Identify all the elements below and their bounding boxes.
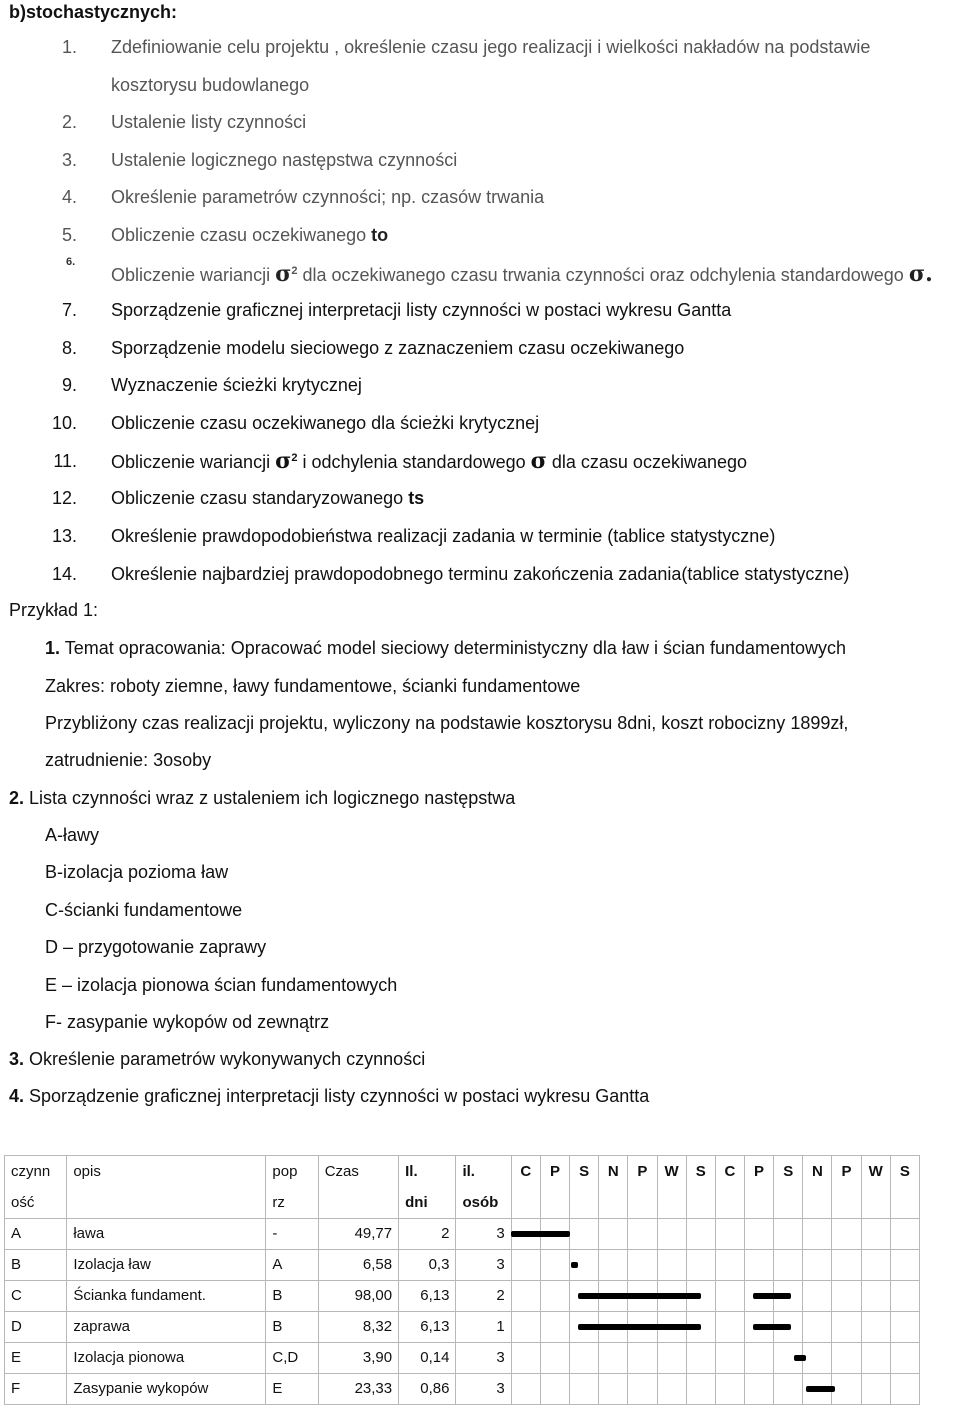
superscript: 2	[291, 452, 298, 464]
step-text	[111, 448, 747, 474]
day-cell	[628, 1250, 657, 1281]
paragraph-text: Lista czynności wraz z ustaleniem ich logicznego następstwa	[29, 788, 516, 808]
paragraph-number: 4.	[9, 1086, 25, 1106]
step-text-main: Obliczenie czasu standaryzowanego	[111, 488, 404, 508]
step-text-mid: i odchylenia standardowego	[302, 452, 526, 472]
day-cell	[599, 1219, 628, 1250]
table-cell-time: 49,77	[318, 1219, 398, 1250]
table-row	[5, 1219, 920, 1250]
table-cell-desc: Ścianka fundament.	[67, 1281, 266, 1312]
paragraph-number: 2.	[9, 788, 25, 808]
table-cell-id: E	[5, 1343, 67, 1374]
table-cell-people: 1	[456, 1312, 511, 1343]
table-cell-days: 6,13	[399, 1312, 456, 1343]
day-cell	[657, 1219, 686, 1250]
day-cell	[890, 1219, 919, 1250]
step-text-post: dla oczekiwanego czasu trwania czynności oraz odchylenia standardowego	[302, 265, 904, 285]
day-header: P	[744, 1156, 773, 1188]
activity-item: A-ławy	[45, 825, 100, 845]
day-cell	[803, 1312, 832, 1343]
day-cell	[744, 1219, 773, 1250]
day-cell	[657, 1187, 686, 1219]
table-cell-desc: ława	[67, 1219, 266, 1250]
paragraph-text: Określenie parametrów wykonywanych czynności	[29, 1049, 426, 1069]
step-number: 13.	[51, 526, 77, 546]
step-text: Określenie najbardziej prawdopodobnego terminu zakończenia zadania(tablice statystyczne)	[111, 564, 850, 584]
day-cell	[861, 1250, 890, 1281]
table-cell-id: C	[5, 1281, 67, 1312]
table-cell-desc: Izolacja pionowa	[67, 1343, 266, 1374]
day-cell	[540, 1343, 569, 1374]
superscript: 2	[291, 265, 298, 277]
step-number: 6.	[66, 256, 76, 268]
day-cell	[744, 1250, 773, 1281]
step-text	[111, 225, 388, 246]
table-row	[5, 1374, 920, 1405]
gantt-table	[4, 1155, 920, 1405]
day-cell	[890, 1374, 919, 1405]
day-cell	[540, 1187, 569, 1219]
activity-item: B-izolacja pozioma ław	[45, 862, 229, 882]
day-cell	[657, 1374, 686, 1405]
step-text: Zdefiniowanie celu projektu , określenie czasu jego realizacji i wielkości nakładów na podstawie	[111, 37, 871, 57]
column-header: opis	[67, 1156, 266, 1188]
paragraph-1	[45, 638, 846, 659]
step-number: 9.	[61, 375, 77, 395]
day-cell	[599, 1250, 628, 1281]
day-cell	[570, 1219, 599, 1250]
day-cell	[861, 1312, 890, 1343]
column-header: osób	[456, 1187, 511, 1219]
table-cell-id: D	[5, 1312, 67, 1343]
step-text: Obliczenie czasu oczekiwanego dla ścieżki krytycznej	[111, 413, 540, 433]
time-text: Przybliżony czas realizacji projektu, wyliczony na podstawie kosztorysu 8dni, koszt robocizny 1899zł,	[45, 713, 849, 733]
paragraph-number: 3.	[9, 1049, 25, 1069]
table-row	[5, 1250, 920, 1281]
gantt-bar	[753, 1293, 791, 1299]
day-cell	[511, 1281, 540, 1312]
column-header: pop	[266, 1156, 318, 1188]
table-cell-time: 98,00	[318, 1281, 398, 1312]
table-cell-desc: zaprawa	[67, 1312, 266, 1343]
step-text-main: Obliczenie czasu oczekiwanego	[111, 225, 367, 245]
table-cell-id: F	[5, 1374, 67, 1405]
column-header: Czas	[318, 1156, 398, 1188]
example-title: Przykład 1:	[9, 600, 99, 620]
day-cell	[890, 1281, 919, 1312]
table-cell-id: A	[5, 1219, 67, 1250]
table-cell-people: 3	[456, 1374, 511, 1405]
table-cell-days: 0,14	[399, 1343, 456, 1374]
gantt-bar	[578, 1324, 700, 1330]
section-title: b)stochastycznych:	[9, 2, 178, 22]
sigma-symbol: σ.	[908, 261, 933, 287]
table-cell-pred: E	[266, 1374, 318, 1405]
day-cell	[686, 1374, 715, 1405]
day-cell	[832, 1219, 861, 1250]
day-cell	[715, 1374, 744, 1405]
day-cell	[628, 1187, 657, 1219]
day-cell	[890, 1187, 919, 1219]
day-cell	[861, 1343, 890, 1374]
day-cell	[570, 1187, 599, 1219]
gantt-bar	[794, 1355, 806, 1361]
step-text: Sporządzenie graficznej interpretacji listy czynności w postaci wykresu Gantta	[111, 300, 732, 320]
column-header: rz	[266, 1187, 318, 1219]
table-cell-time: 23,33	[318, 1374, 398, 1405]
day-cell	[686, 1219, 715, 1250]
day-cell	[744, 1187, 773, 1219]
step-text-post: dla czasu oczekiwanego	[551, 452, 748, 472]
day-cell	[599, 1374, 628, 1405]
table-cell-pred: B	[266, 1312, 318, 1343]
day-cell	[715, 1281, 744, 1312]
day-cell	[628, 1374, 657, 1405]
sigma-symbol: σ	[530, 448, 547, 474]
day-cell	[890, 1250, 919, 1281]
step-number: 11.	[53, 451, 77, 471]
table-cell-time: 8,32	[318, 1312, 398, 1343]
step-number: 14.	[51, 564, 77, 584]
day-cell	[628, 1343, 657, 1374]
day-cell	[715, 1312, 744, 1343]
day-cell	[774, 1187, 803, 1219]
paragraph-4	[9, 1086, 649, 1107]
day-cell	[803, 1187, 832, 1219]
day-cell	[832, 1187, 861, 1219]
day-cell	[832, 1343, 861, 1374]
day-cell	[599, 1187, 628, 1219]
gantt-bar	[511, 1231, 569, 1237]
step-text	[111, 488, 424, 509]
step-text: Określenie prawdopodobieństwa realizacji zadania w terminie (tablice statystyczne)	[111, 526, 776, 546]
step-text: Określenie parametrów czynności; np. czasów trwania	[111, 187, 545, 207]
day-header: W	[657, 1156, 686, 1188]
activity-item: C-ścianki fundamentowe	[45, 900, 243, 920]
day-cell	[511, 1187, 540, 1219]
day-cell	[511, 1374, 540, 1405]
table-header-row	[5, 1156, 920, 1188]
day-cell	[803, 1343, 832, 1374]
day-cell	[715, 1187, 744, 1219]
ts-symbol: ts	[408, 488, 425, 508]
column-header: dni	[399, 1187, 456, 1219]
day-header: P	[832, 1156, 861, 1188]
day-cell	[540, 1374, 569, 1405]
day-cell	[570, 1343, 599, 1374]
step-text: Ustalenie listy czynności	[111, 112, 307, 132]
table-cell-people: 2	[456, 1281, 511, 1312]
day-header: S	[570, 1156, 599, 1188]
activity-item: D – przygotowanie zaprawy	[45, 937, 267, 957]
day-header: C	[715, 1156, 744, 1188]
column-header: Il.	[399, 1156, 456, 1188]
day-cell	[540, 1281, 569, 1312]
table-cell-desc: Izolacja ław	[67, 1250, 266, 1281]
column-header	[67, 1187, 266, 1219]
day-cell	[511, 1343, 540, 1374]
day-cell	[832, 1281, 861, 1312]
table-cell-days: 0,3	[399, 1250, 456, 1281]
day-header: N	[803, 1156, 832, 1188]
day-header: P	[628, 1156, 657, 1188]
day-cell	[803, 1281, 832, 1312]
table-cell-pred: C,D	[266, 1343, 318, 1374]
day-cell	[686, 1343, 715, 1374]
step-number: 7.	[61, 300, 77, 320]
day-cell	[890, 1343, 919, 1374]
gantt-bar	[806, 1386, 835, 1392]
step-text: Sporządzenie modelu sieciowego z zaznaczeniem czasu oczekiwanego	[111, 338, 685, 358]
day-cell	[774, 1250, 803, 1281]
day-cell	[715, 1250, 744, 1281]
day-header: W	[861, 1156, 890, 1188]
step-text	[111, 261, 933, 287]
column-header: czynn	[5, 1156, 67, 1188]
to-symbol: to	[371, 225, 389, 245]
day-cell	[540, 1250, 569, 1281]
table-cell-days: 2	[399, 1219, 456, 1250]
column-header	[318, 1187, 398, 1219]
step-number: 4.	[61, 187, 77, 207]
step-number: 8.	[61, 338, 77, 358]
day-cell	[832, 1250, 861, 1281]
staff-text: zatrudnienie: 3osoby	[45, 750, 212, 770]
step-text-pre: Obliczenie wariancji	[111, 452, 271, 472]
day-header: N	[599, 1156, 628, 1188]
table-cell-pred: -	[266, 1219, 318, 1250]
table-cell-time: 3,90	[318, 1343, 398, 1374]
day-header: S	[774, 1156, 803, 1188]
gantt-bar	[753, 1324, 791, 1330]
day-cell	[599, 1343, 628, 1374]
day-cell	[511, 1312, 540, 1343]
day-cell	[861, 1187, 890, 1219]
table-cell-days: 6,13	[399, 1281, 456, 1312]
paragraph-text: Sporządzenie graficznej interpretacji listy czynności w postaci wykresu Gantta	[29, 1086, 650, 1106]
paragraph-number: 1.	[45, 638, 61, 658]
gantt-bar	[578, 1293, 700, 1299]
sigma-symbol: σ	[275, 261, 292, 287]
day-cell	[686, 1187, 715, 1219]
day-cell	[570, 1374, 599, 1405]
day-cell	[774, 1219, 803, 1250]
table-cell-id: B	[5, 1250, 67, 1281]
activity-item: E – izolacja pionowa ścian fundamentowych	[45, 975, 398, 995]
day-header: S	[686, 1156, 715, 1188]
step-text: Ustalenie logicznego następstwa czynności	[111, 150, 458, 170]
day-header: P	[540, 1156, 569, 1188]
day-cell	[686, 1250, 715, 1281]
table-cell-people: 3	[456, 1343, 511, 1374]
day-header: C	[511, 1156, 540, 1188]
day-cell	[744, 1343, 773, 1374]
table-cell-days: 0,86	[399, 1374, 456, 1405]
table-row	[5, 1343, 920, 1374]
day-cell	[715, 1219, 744, 1250]
day-cell	[861, 1219, 890, 1250]
day-cell	[657, 1250, 686, 1281]
activity-item: F- zasypanie wykopów od zewnątrz	[45, 1012, 330, 1032]
step-text: Wyznaczenie ścieżki krytycznej	[111, 375, 362, 395]
day-cell	[803, 1250, 832, 1281]
day-cell	[832, 1374, 861, 1405]
table-cell-pred: A	[266, 1250, 318, 1281]
sigma-symbol: σ	[275, 448, 292, 474]
day-cell	[890, 1312, 919, 1343]
day-cell	[511, 1250, 540, 1281]
day-cell	[628, 1219, 657, 1250]
day-cell	[832, 1312, 861, 1343]
paragraph-text: Temat opracowania: Opracować model sieciowy deterministyczny dla ław i ścian fundamentowych	[64, 638, 847, 658]
step-number: 12.	[51, 488, 77, 508]
table-cell-time: 6,58	[318, 1250, 398, 1281]
step-text-pre: Obliczenie wariancji	[111, 265, 271, 285]
step-number: 5.	[61, 225, 77, 245]
day-cell	[774, 1374, 803, 1405]
day-cell	[540, 1312, 569, 1343]
day-header: S	[890, 1156, 919, 1188]
table-cell-pred: B	[266, 1281, 318, 1312]
gantt-bar	[571, 1262, 578, 1268]
paragraph-2	[9, 788, 515, 809]
table-cell-desc: Zasypanie wykopów	[67, 1374, 266, 1405]
table-cell-people: 3	[456, 1250, 511, 1281]
table-header-row	[5, 1187, 920, 1219]
day-cell	[744, 1374, 773, 1405]
column-header: ość	[5, 1187, 67, 1219]
day-cell	[715, 1343, 744, 1374]
step-number: 2.	[61, 112, 77, 132]
column-header: il.	[456, 1156, 511, 1188]
scope-text: Zakres: roboty ziemne, ławy fundamentowe, ścianki fundamentowe	[45, 676, 581, 696]
step-number: 3.	[61, 150, 77, 170]
table-cell-people: 3	[456, 1219, 511, 1250]
paragraph-3	[9, 1049, 425, 1070]
day-cell	[861, 1374, 890, 1405]
step-number: 10.	[51, 413, 77, 433]
step-text: kosztorysu budowlanego	[111, 75, 310, 95]
day-cell	[657, 1343, 686, 1374]
day-cell	[803, 1219, 832, 1250]
day-cell	[861, 1281, 890, 1312]
step-number: 1.	[61, 37, 77, 57]
